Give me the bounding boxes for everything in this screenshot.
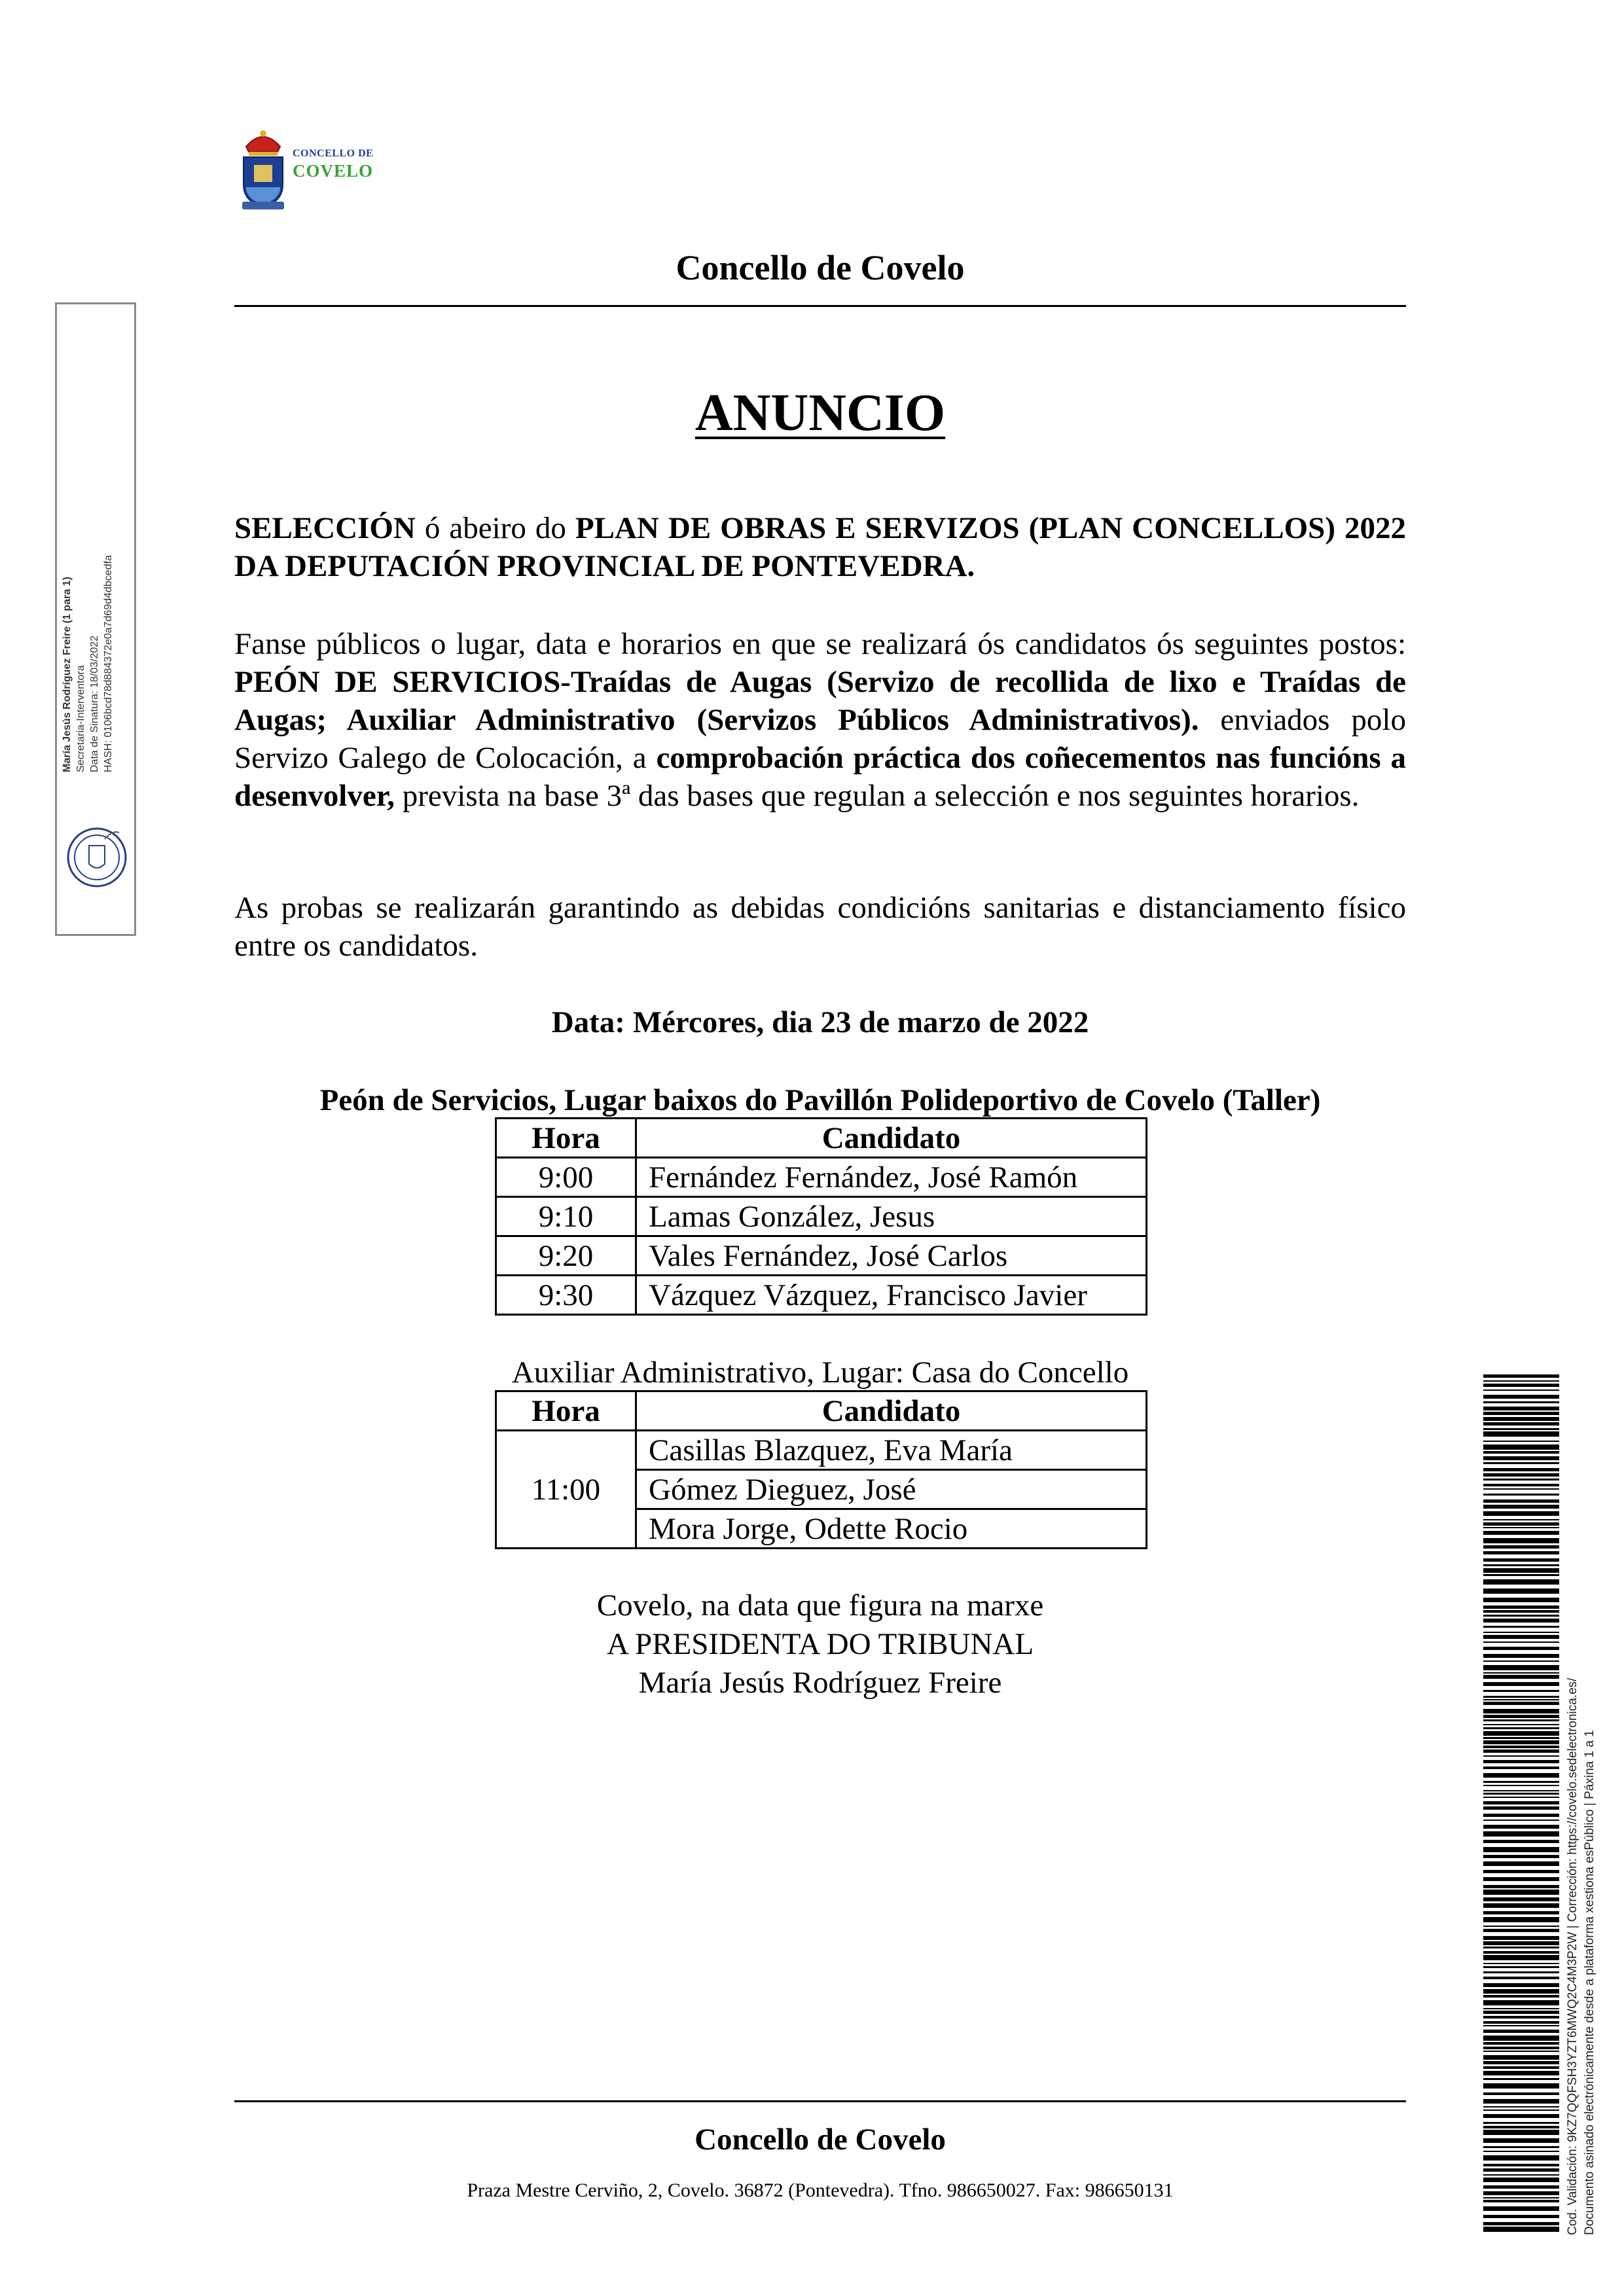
barcode-bar xyxy=(1483,1840,1559,1843)
logo-line2: COVELO xyxy=(293,161,374,181)
barcode-bar xyxy=(1483,1551,1559,1554)
barcode-bar xyxy=(1483,1672,1559,1674)
barcode-bar xyxy=(1483,1897,1559,1901)
barcode-bar xyxy=(1483,1995,1559,1998)
barcode-bar xyxy=(1483,1511,1559,1516)
barcode-bar xyxy=(1483,1831,1559,1837)
barcode-bar xyxy=(1483,2146,1559,2148)
candidato-cell: Mora Jorge, Odette Rocio xyxy=(636,1509,1147,1549)
validation-line-1: Cod. Validación: 9KZ7QQFSH3YZT6MWQ2C4M3P2W | Corrección: https://covelo.sedelectronica.es/ xyxy=(1566,1677,1579,2235)
barcode-bar xyxy=(1483,2197,1559,2198)
body-bold-1: PEÓN DE SERVICIOS xyxy=(234,665,561,699)
barcode-bar xyxy=(1483,1558,1559,1562)
barcode-bar xyxy=(1483,1926,1559,1927)
table-row xyxy=(496,1276,1147,1315)
barcode-bar xyxy=(1483,1702,1559,1705)
peon-section-title: Peón de Servicios, Lugar baixos do Pavillón Polideportivo de Covelo (Taller) xyxy=(319,1083,1321,1117)
barcode-bar xyxy=(1483,1654,1559,1658)
aux-schedule-table xyxy=(495,1390,1147,1549)
barcode-bar xyxy=(1483,2130,1559,2135)
barcode-bar xyxy=(1483,1746,1559,1748)
barcode-bar xyxy=(1483,1767,1559,1769)
barcode-bar xyxy=(1483,2042,1559,2045)
barcode-bar xyxy=(1483,1773,1559,1778)
barcode-bar xyxy=(1483,2030,1559,2033)
barcode-bar xyxy=(1483,2000,1559,2005)
barcode-bar xyxy=(1483,1479,1559,1480)
barcode-bar xyxy=(1483,2055,1559,2060)
barcode-bar xyxy=(1483,1781,1559,1783)
barcode-bar xyxy=(1483,1936,1559,1940)
barcode-bar xyxy=(1483,1951,1559,1954)
barcode-bar xyxy=(1483,1911,1559,1914)
aux-section-title: Auxiliar Administrativo, Lugar: Casa do Concello xyxy=(511,1355,1129,1390)
barcode-bar xyxy=(1483,1724,1559,1725)
barcode-bar xyxy=(1483,2011,1559,2014)
barcode-bar xyxy=(1483,1488,1559,1490)
barcode-bar xyxy=(1483,1473,1559,1477)
barcode-bar xyxy=(1483,1660,1559,1662)
barcode-bar xyxy=(1483,1727,1559,1729)
barcode-bar xyxy=(1483,1456,1559,1460)
validation-line-2: Documento asinado electrónicamente desde a plataforma xestiona esPúblico | Páxina 1 a 1 xyxy=(1583,1730,1597,2235)
barcode-bar xyxy=(1483,2155,1559,2161)
table-header-row xyxy=(496,1391,1147,1431)
barcode-bar xyxy=(1483,1499,1559,1503)
barcode-bar xyxy=(1483,1588,1559,1594)
candidato-cell: Casillas Blazquez, Eva María xyxy=(636,1431,1147,1470)
barcode-bar xyxy=(1483,1635,1559,1639)
barcode-bar xyxy=(1483,1626,1559,1628)
barcode-bar xyxy=(1483,1963,1559,1964)
table-row xyxy=(496,1158,1147,1197)
barcode-bar xyxy=(1483,2109,1559,2111)
validation-barcode-icon xyxy=(1483,1374,1559,2232)
logo-line1: CONCELLO DE xyxy=(293,148,374,159)
barcode-bar xyxy=(1483,2099,1559,2104)
barcode-bar xyxy=(1483,1444,1559,1450)
barcode-bar xyxy=(1483,1737,1559,1739)
barcode-bar xyxy=(1483,1971,1559,1973)
barcode-bar xyxy=(1483,1699,1559,1700)
barcode-bar xyxy=(1483,2061,1559,2064)
barcode-bar xyxy=(1483,1641,1559,1643)
barcode-bar xyxy=(1483,1885,1559,1888)
barcode-bar xyxy=(1483,1966,1559,1968)
intro-bold-2: PLAN DE OBRAS E SERVIZOS (PLAN CONCELLOS) 2022 DA DEPUTACIÓN PROVINCIAL DE PONTEVEDRA. xyxy=(234,511,1406,583)
barcode-bar xyxy=(1483,1384,1559,1387)
barcode-bar xyxy=(1483,1941,1559,1945)
barcode-bar xyxy=(1483,1647,1559,1650)
barcode-bar xyxy=(1483,1531,1559,1535)
signature-place-date: Covelo, na data que figura na marxe xyxy=(596,1588,1044,1623)
barcode-bar xyxy=(1483,2083,1559,2089)
signature-block xyxy=(234,1587,1406,1702)
barcode-bar xyxy=(1483,1790,1559,1791)
column-header-candidato: Candidato xyxy=(636,1119,1147,1158)
barcode-bar xyxy=(1483,2151,1559,2152)
exam-date: Data: Mércores, dia 23 de marzo de 2022 xyxy=(551,1005,1089,1039)
barcode-bar xyxy=(1483,1598,1559,1602)
hora-cell: 11:00 xyxy=(496,1431,636,1549)
intro-text-1: ó abeiro do xyxy=(415,511,575,545)
barcode-bar xyxy=(1483,1441,1559,1442)
barcode-bar xyxy=(1483,1374,1559,1378)
barcode-bar xyxy=(1483,1917,1559,1922)
barcode-bar xyxy=(1483,1690,1559,1692)
barcode-bar xyxy=(1483,1431,1559,1437)
barcode-bar xyxy=(1483,2174,1559,2176)
logo-text xyxy=(293,148,373,181)
barcode-bar xyxy=(1483,2036,1559,2041)
coat-of-arms-icon xyxy=(237,124,289,213)
barcode-bar xyxy=(1483,2016,1559,2018)
signature-role: A PRESIDENTA DO TRIBUNAL xyxy=(606,1627,1034,1661)
barcode-bar xyxy=(1483,1719,1559,1721)
barcode-bar xyxy=(1483,1903,1559,1908)
barcode-bar xyxy=(1483,1801,1559,1804)
stamp-signer-role: Secretaria-Interventora xyxy=(75,665,86,772)
barcode-bar xyxy=(1483,2227,1559,2232)
barcode-bar xyxy=(1483,2191,1559,2195)
barcode-bar xyxy=(1483,1797,1559,1798)
barcode-bar xyxy=(1483,2025,1559,2026)
barcode-bar xyxy=(1483,1579,1559,1585)
barcode-bar xyxy=(1483,2078,1559,2080)
barcode-bar xyxy=(1483,1505,1559,1509)
hora-cell: 9:00 xyxy=(496,1158,636,1197)
body-bold-2: -Traídas de Augas (Servizo de recollida de lixo e Traídas de Augas; Auxiliar Administrativo (Servizos Públicos Administrativos). xyxy=(234,665,1406,737)
table-header-row xyxy=(496,1119,1147,1158)
body-paragraph xyxy=(234,625,1406,815)
barcode-bar xyxy=(1483,1484,1559,1486)
barcode-bar xyxy=(1483,1568,1559,1573)
header-title: Concello de Covelo xyxy=(676,248,965,287)
barcode-bar xyxy=(1483,1538,1559,1543)
barcode-bar xyxy=(1483,1675,1559,1679)
barcode-bar xyxy=(1483,1861,1559,1866)
barcode-bar xyxy=(1483,1428,1559,1430)
barcode-bar xyxy=(1483,2164,1559,2166)
barcode-bar xyxy=(1483,2185,1559,2189)
stamp-signature-date: Data de Sinatura: 18/03/2022 xyxy=(89,635,100,772)
body-bold-3: comprobación práctica dos coñecementos nas funcións a desenvolver, xyxy=(234,741,1406,813)
barcode-bar xyxy=(1483,2122,1559,2124)
barcode-bar xyxy=(1483,1785,1559,1786)
footer-address: Praza Mestre Cerviño, 2, Covelo. 36872 (Pontevedra). Tfno. 986650027. Fax: 986650131 xyxy=(467,2179,1174,2201)
barcode-bar xyxy=(1483,1407,1559,1410)
barcode-bar xyxy=(1483,1564,1559,1566)
barcode-bar xyxy=(1483,1977,1559,1979)
candidato-cell: Lamas González, Jesus xyxy=(636,1197,1147,1236)
barcode-bar xyxy=(1483,2200,1559,2202)
barcode-bar xyxy=(1483,1395,1559,1399)
barcode-bar xyxy=(1483,1955,1559,1960)
barcode-bar xyxy=(1483,2126,1559,2128)
barcode-bar xyxy=(1483,1847,1559,1852)
probas-paragraph: As probas se realizarán garantindo as debidas condicións sanitarias e distanciamento físico entre os candidatos. xyxy=(234,891,1406,963)
barcode-bar xyxy=(1483,2051,1559,2052)
hora-cell: 9:20 xyxy=(496,1236,636,1276)
barcode-bar xyxy=(1483,1989,1559,1994)
barcode-bar xyxy=(1483,1417,1559,1421)
barcode-bar xyxy=(1483,1820,1559,1821)
footer-divider xyxy=(234,2100,1406,2102)
barcode-bar xyxy=(1483,1929,1559,1932)
barcode-bar xyxy=(1483,1615,1559,1617)
footer-title: Concello de Covelo xyxy=(695,2123,946,2157)
barcode-bar xyxy=(1483,1545,1559,1549)
barcode-bar xyxy=(1483,1793,1559,1795)
barcode-bar xyxy=(1483,1760,1559,1763)
barcode-bar xyxy=(1483,1814,1559,1817)
barcode-bar xyxy=(1483,1665,1559,1670)
intro-paragraph xyxy=(234,509,1406,585)
document-title: ANUNCIO xyxy=(695,384,946,442)
barcode-bar xyxy=(1483,1855,1559,1858)
signature-name: María Jesús Rodríguez Freire xyxy=(638,1666,1002,1700)
barcode-bar xyxy=(1483,1870,1559,1873)
validation-text xyxy=(1564,1365,1598,2235)
barcode-bar xyxy=(1483,1715,1559,1718)
column-header-hora: Hora xyxy=(496,1119,636,1158)
official-seal-icon xyxy=(65,826,128,889)
barcode-bar xyxy=(1483,1380,1559,1382)
barcode-bar xyxy=(1483,1412,1559,1415)
barcode-bar xyxy=(1483,2021,1559,2024)
peon-schedule-table xyxy=(495,1117,1147,1316)
barcode-bar xyxy=(1483,2114,1559,2118)
stamp-hash: HASH: 0106bcd78d884372e0a7d69d4dbcedfa xyxy=(103,555,114,772)
candidato-cell: Fernández Fernández, José Ramón xyxy=(636,1158,1147,1197)
barcode-bar xyxy=(1483,1422,1559,1426)
table-row xyxy=(496,1431,1147,1470)
barcode-bar xyxy=(1483,1983,1559,1987)
barcode-bar xyxy=(1483,1731,1559,1736)
column-header-hora: Hora xyxy=(496,1391,636,1431)
barcode-bar xyxy=(1483,1519,1559,1520)
barcode-bar xyxy=(1483,1401,1559,1403)
barcode-bar xyxy=(1483,1946,1559,1948)
barcode-bar xyxy=(1483,2222,1559,2225)
barcode-bar xyxy=(1483,1522,1559,1526)
barcode-bar xyxy=(1483,2178,1559,2182)
barcode-bar xyxy=(1483,1825,1559,1829)
barcode-bar xyxy=(1483,2066,1559,2069)
barcode-bar xyxy=(1483,1749,1559,1753)
barcode-bar xyxy=(1483,1527,1559,1528)
table-row xyxy=(496,1197,1147,1236)
candidato-cell: Gómez Dieguez, José xyxy=(636,1470,1147,1509)
concello-logo xyxy=(237,124,394,213)
barcode-bar xyxy=(1483,2047,1559,2049)
barcode-bar xyxy=(1483,1632,1559,1633)
intro-bold-1: SELECCIÓN xyxy=(234,511,416,545)
signature-stamp-text xyxy=(60,478,115,772)
barcode-bar xyxy=(1483,1451,1559,1454)
body-text-1: Fanse públicos o lugar, data e horarios en que se realizará ós candidatos ós seguintes postos: xyxy=(234,627,1406,661)
barcode-bar xyxy=(1483,1806,1559,1810)
barcode-bar xyxy=(1483,1619,1559,1623)
barcode-bar xyxy=(1483,1390,1559,1391)
barcode-bar xyxy=(1483,1605,1559,1609)
barcode-bar xyxy=(1483,1890,1559,1895)
barcode-bar xyxy=(1483,1494,1559,1496)
barcode-bar xyxy=(1483,1468,1559,1471)
column-header-candidato: Candidato xyxy=(636,1391,1147,1431)
barcode-bar xyxy=(1483,1740,1559,1744)
barcode-bar xyxy=(1483,1696,1559,1698)
barcode-bar xyxy=(1483,1574,1559,1576)
body-text-2: enviados polo Servizo Galego de Colocación, a xyxy=(234,703,1406,775)
barcode-bar xyxy=(1483,2008,1559,2009)
barcode-bar xyxy=(1483,1709,1559,1713)
hora-cell: 9:30 xyxy=(496,1276,636,1315)
barcode-bar xyxy=(1483,2071,1559,2075)
barcode-bar xyxy=(1483,1610,1559,1613)
barcode-bar xyxy=(1483,2206,1559,2211)
barcode-bar xyxy=(1483,2215,1559,2218)
stamp-signer-name: María Jesús Rodríguez Freire (1 para 1) xyxy=(62,577,73,772)
barcode-bar xyxy=(1483,2138,1559,2143)
barcode-bar xyxy=(1483,2092,1559,2095)
barcode-bar xyxy=(1483,1755,1559,1757)
header-divider xyxy=(234,305,1406,307)
body-text-3: prevista na base 3ª das bases que regulan a selección e nos seguintes horarios. xyxy=(395,779,1360,813)
barcode-bar xyxy=(1483,1877,1559,1881)
barcode-bar xyxy=(1483,2106,1559,2108)
barcode-bar xyxy=(1483,1462,1559,1464)
table-row xyxy=(496,1236,1147,1276)
barcode-bar xyxy=(1483,2168,1559,2172)
hora-cell: 9:10 xyxy=(496,1197,636,1236)
barcode-bar xyxy=(1483,1682,1559,1686)
candidato-cell: Vales Fernández, José Carlos xyxy=(636,1236,1147,1276)
candidato-cell: Vázquez Vázquez, Francisco Javier xyxy=(636,1276,1147,1315)
